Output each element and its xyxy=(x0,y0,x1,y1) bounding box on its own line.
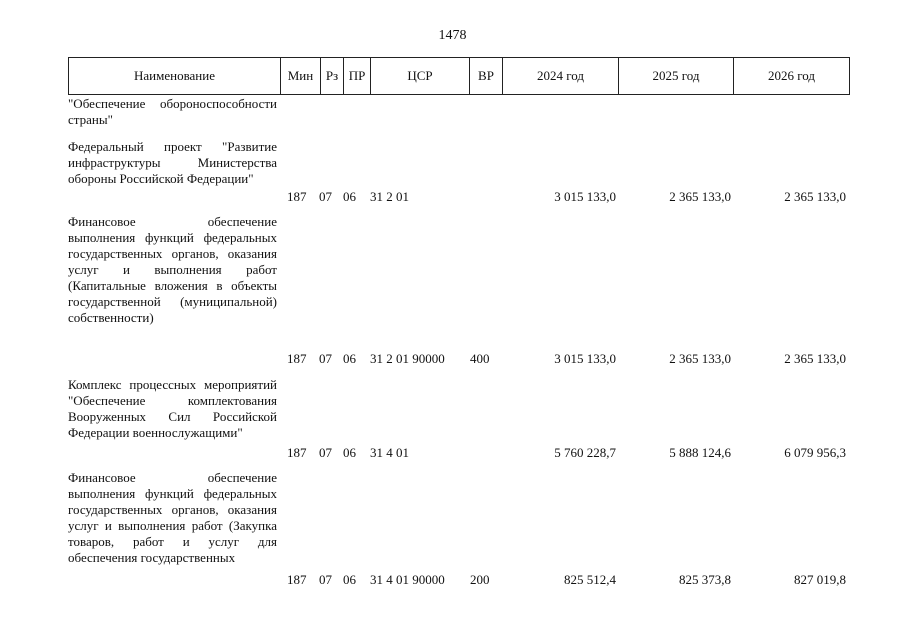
row-vr: 200 xyxy=(470,572,490,587)
page-number: 1478 xyxy=(438,28,467,43)
header-vr: ВР xyxy=(469,58,502,94)
row-min: 187 xyxy=(287,572,307,587)
row-pr: 06 xyxy=(343,572,356,587)
row-rz: 07 xyxy=(319,351,332,366)
row-name: Федеральный проект "Развитие инфраструктуры Министерства обороны Российской Федерации" xyxy=(68,139,277,186)
row-csr: 31 2 01 xyxy=(370,189,409,204)
row-csr: 31 4 01 xyxy=(370,445,409,460)
row-name: Комплекс процессных мероприятий "Обеспечение комплектования Вооруженных Сил Российской Федерации военнослужащими" xyxy=(68,377,277,440)
header-2024: 2024 год xyxy=(502,58,618,94)
row-2025: 2 365 133,0 xyxy=(669,189,731,204)
header-name: Наименование xyxy=(134,68,215,83)
row-rz: 07 xyxy=(319,572,332,587)
row-2025: 5 888 124,6 xyxy=(669,445,731,460)
row-2026: 2 365 133,0 xyxy=(784,351,846,366)
header-min: Мин xyxy=(280,58,320,94)
row-2025: 825 373,8 xyxy=(679,572,731,587)
row-2024: 825 512,4 xyxy=(564,572,616,587)
row-2026: 827 019,8 xyxy=(794,572,846,587)
row-2024: 3 015 133,0 xyxy=(554,189,616,204)
row-name: Финансовое обеспечение выполнения функций федеральных государственных органов, оказания услуг и выполнения работ (Капитальные вложения в объекты государственной (муниципальной) собственности) xyxy=(68,214,277,325)
row-min: 187 xyxy=(287,189,307,204)
row-min: 187 xyxy=(287,445,307,460)
row-rz: 07 xyxy=(319,189,332,204)
row-2024: 5 760 228,7 xyxy=(554,445,616,460)
row-csr: 31 4 01 90000 xyxy=(370,572,445,587)
row-min: 187 xyxy=(287,351,307,366)
row-name: "Обеспечение обороноспособности страны" xyxy=(68,96,277,127)
row-2025: 2 365 133,0 xyxy=(669,351,731,366)
header-2025: 2025 год xyxy=(618,58,733,94)
header-pr: ПР xyxy=(343,58,370,94)
row-rz: 07 xyxy=(319,445,332,460)
table-header xyxy=(68,57,850,95)
row-pr: 06 xyxy=(343,189,356,204)
header-2026: 2026 год xyxy=(733,58,849,94)
header-csr: ЦСР xyxy=(370,58,469,94)
header-rz: Рз xyxy=(320,58,343,94)
row-name: Финансовое обеспечение выполнения функций федеральных государственных органов, оказания услуг и выполнения работ (Закупка товаров, работ и услуг для обеспечения государственных xyxy=(68,470,277,565)
row-2026: 2 365 133,0 xyxy=(784,189,846,204)
row-pr: 06 xyxy=(343,445,356,460)
row-2026: 6 079 956,3 xyxy=(784,445,846,460)
row-vr: 400 xyxy=(470,351,490,366)
row-pr: 06 xyxy=(343,351,356,366)
row-csr: 31 2 01 90000 xyxy=(370,351,445,366)
row-2024: 3 015 133,0 xyxy=(554,351,616,366)
